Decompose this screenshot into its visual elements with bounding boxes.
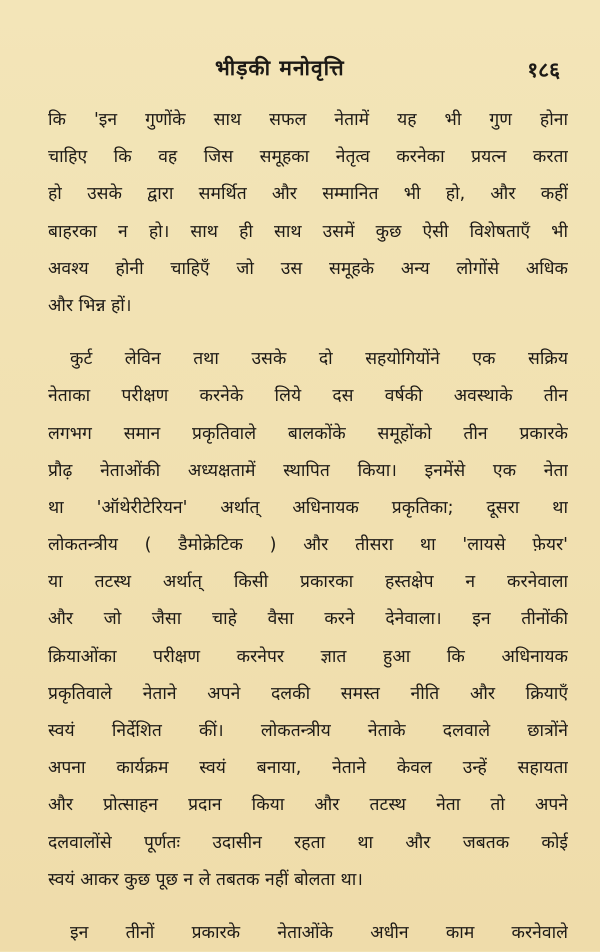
paragraph (48, 915, 568, 952)
text-line: प्रकृतिवाले नेताने अपने दलकी समस्त नीति और क्रियाएँ (48, 683, 568, 704)
body-text (48, 102, 568, 952)
text-line: स्वयं आकर कुछ पूछ न ले तबतक नहीं बोलता था। (48, 869, 363, 890)
page-number: १८६ (527, 58, 560, 82)
page-header (0, 50, 600, 90)
text-line: बाहरका न हो। साथ ही साथ उसमें कुछ ऐसी विशेषताएँ भी (48, 221, 568, 242)
text-line: अपना कार्यक्रम स्वयं बनाया, नेताने केवल उन्हें सहायता (48, 758, 568, 779)
text-line: और जो जैसा चाहे वैसा करने देनेवाला। इन तीनोंकी (48, 609, 568, 630)
text-line: लोकतन्त्रीय ( डैमोक्रेटिक ) और तीसरा था 'लायसे फ़ेयर' (48, 535, 568, 556)
text-line: स्वयं निर्देशित कीं। लोकतन्त्रीय नेताके दलवाले छात्रोंने (48, 721, 568, 741)
text-line: कुर्ट लेविन तथा उसके दो सहयोगियोंने एक सक्रिय (70, 349, 568, 370)
text-line: अवश्य होनी चाहिएँ जो उस समूहके अन्य लोगोंसे अधिक (48, 258, 568, 279)
text-line: नेताका परीक्षण करनेके लिये दस वर्षकी अवस्थाके तीन (48, 386, 568, 407)
text-line: कि 'इन गुणोंके साथ सफल नेतामें यह भी गुण होना (48, 110, 568, 130)
text-line: या तटस्थ अर्थात् किसी प्रकारका हस्तक्षेप न करनेवाला (48, 572, 568, 593)
running-title: भीड़की मनोवृत्ति (215, 56, 345, 80)
text-line: हो उसके द्वारा समर्थित और सम्मानित भी हो, और कहीं (48, 184, 568, 205)
text-line: क्रियाओंका परीक्षण करनेपर ज्ञात हुआ कि अधिनायक (48, 646, 568, 667)
text-line: प्रौढ़ नेताओंकी अध्यक्षतामें स्थापित किया। इनमेंसे एक नेता (48, 460, 568, 481)
text-line: और प्रोत्साहन प्रदान किया और तटस्थ नेता तो अपने (48, 795, 568, 816)
text-line: चाहिए कि वह जिस समूहका नेतृत्व करनेका प्रयत्न करता (48, 147, 568, 168)
text-line: इन तीनों प्रकारके नेताओंके अधीन काम करनेवाले (70, 922, 568, 943)
text-line: था 'ऑथेरीटेरियन' अर्थात् अधिनायक प्रकृतिका; दूसरा था (48, 497, 568, 518)
text-line: और भिन्न हों। (48, 295, 132, 316)
paragraph (48, 341, 568, 899)
paragraph (48, 102, 568, 325)
text-line: लगभग समान प्रकृतिवाले बालकोंके समूहोंको तीन प्रकारके (48, 423, 568, 444)
text-line: दलवालोंसे पूर्णतः उदासीन रहता था और जबतक कोई (48, 832, 568, 853)
